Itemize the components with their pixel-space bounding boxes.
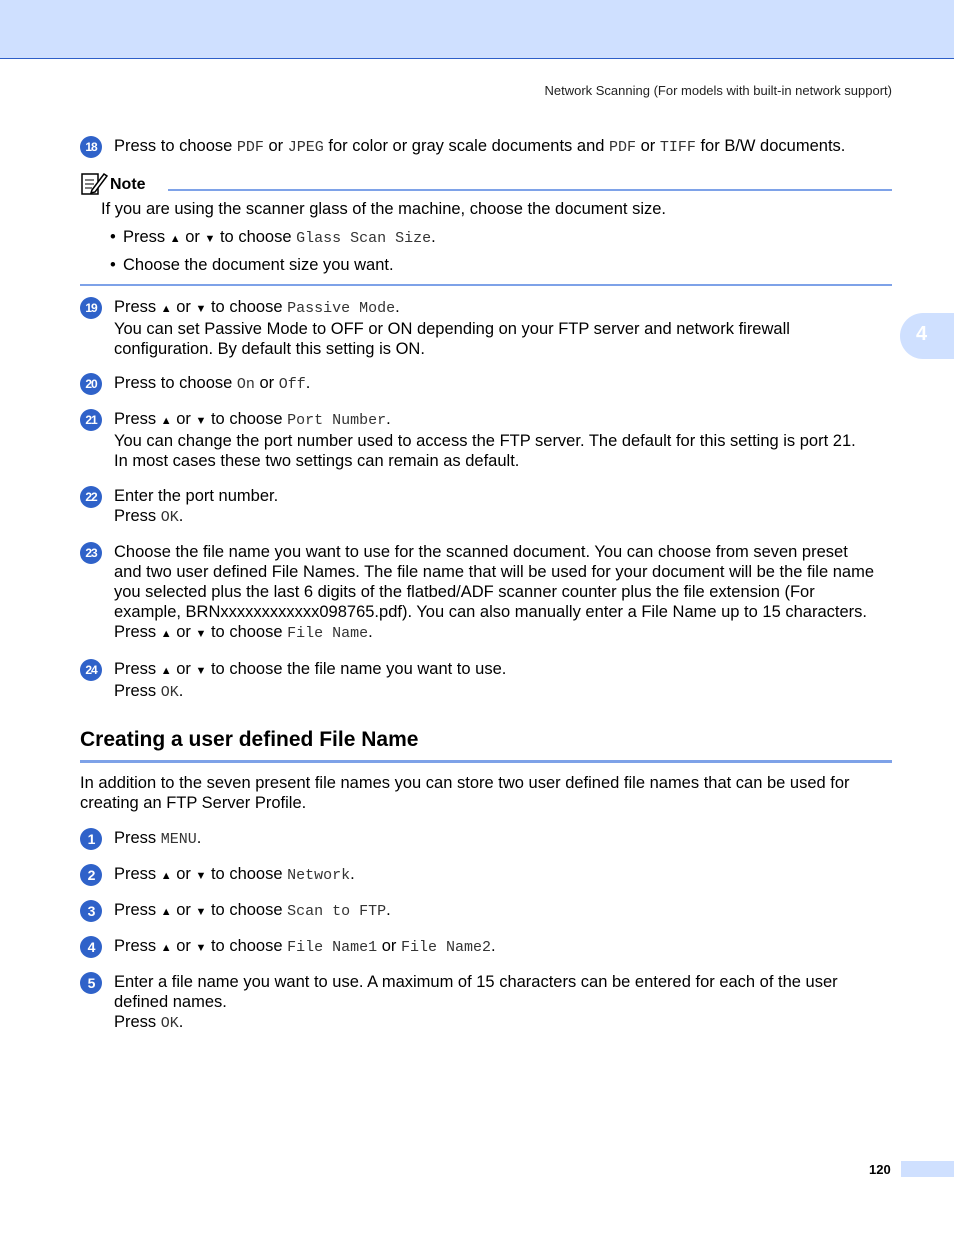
step-21 xyxy=(80,409,892,471)
step-text: Enter a file name you want to use. A maximum of 15 characters can be entered for each of the user defined names. Press OK. xyxy=(114,973,838,1032)
step-23 xyxy=(80,542,892,644)
down-arrow-icon: ▼ xyxy=(195,870,207,882)
step-20 xyxy=(80,373,892,395)
up-arrow-icon: ▲ xyxy=(160,906,172,918)
up-arrow-icon: ▲ xyxy=(160,303,172,315)
step-text: Press ▲ or ▼ to choose the file name you want to use. Press OK. xyxy=(114,660,507,701)
step-number-badge: 18 xyxy=(80,136,102,158)
down-arrow-icon: ▼ xyxy=(195,628,207,640)
step-number-badge: 5 xyxy=(80,972,102,994)
up-arrow-icon: ▲ xyxy=(160,665,172,677)
step-number-badge: 24 xyxy=(80,659,102,681)
step-number-badge: 22 xyxy=(80,486,102,508)
step-3 xyxy=(80,900,892,922)
note-box: Note If you are using the scanner glass of the machine, choose the document size. • Press ▲ or ▼ to choose Glass Scan Size. • Choose the document size you want. xyxy=(80,170,892,286)
up-arrow-icon: ▲ xyxy=(160,415,172,427)
down-arrow-icon: ▼ xyxy=(204,233,216,245)
note-label: Note xyxy=(110,176,146,193)
step-text: Choose the file name you want to use for the scanned document. You can choose from seven preset and two user defined File Names. The file name that will be used for your document will be the file name you selected plus the last 6 digits of the flatbed/ADF scanner counter plus the file extension (For example, BRNxxxxxxxxxxxx098765.pdf). You can also manually enter a File Name up to 15 characters. Press ▲ or ▼ to choose File Name. xyxy=(114,543,875,642)
down-arrow-icon: ▼ xyxy=(195,906,207,918)
step-text: Enter the port number. Press OK. xyxy=(114,487,279,526)
step-22 xyxy=(80,486,892,528)
down-arrow-icon: ▼ xyxy=(195,303,207,315)
step-5 xyxy=(80,972,892,1034)
section-intro: In addition to the seven present file names you can store two user defined file names that can be used for creating an FTP Server Profile. xyxy=(80,774,850,812)
up-arrow-icon: ▲ xyxy=(160,942,172,954)
step-text: Press MENU. xyxy=(114,829,202,848)
step-text: Press ▲ or ▼ to choose Passive Mode. You can set Passive Mode to OFF or ON depending on your FTP server and network firewall configuration. By default this setting is ON. xyxy=(114,298,790,358)
up-arrow-icon: ▲ xyxy=(169,233,181,245)
down-arrow-icon: ▼ xyxy=(195,665,207,677)
up-arrow-icon: ▲ xyxy=(160,870,172,882)
step-number-badge: 19 xyxy=(80,297,102,319)
page-tab xyxy=(901,1161,954,1177)
down-arrow-icon: ▼ xyxy=(195,942,207,954)
step-number-badge: 23 xyxy=(80,542,102,564)
top-banner xyxy=(0,0,954,59)
step-number-badge: 21 xyxy=(80,409,102,431)
step-2 xyxy=(80,864,892,886)
step-text: Press ▲ or ▼ to choose File Name1 or File Name2. xyxy=(114,937,496,956)
chapter-number: 4 xyxy=(916,323,928,345)
step-number-badge: 4 xyxy=(80,936,102,958)
step-18 xyxy=(80,136,892,158)
step-text: Press to choose PDF or JPEG for color or gray scale documents and PDF or TIFF for B/W documents. xyxy=(114,137,846,156)
step-number-badge: 20 xyxy=(80,373,102,395)
step-4 xyxy=(80,936,892,958)
section-rule xyxy=(80,760,892,763)
step-number-badge: 1 xyxy=(80,828,102,850)
step-text: Press to choose On or Off. xyxy=(114,374,311,393)
step-text: Press ▲ or ▼ to choose Port Number. You can change the port number used to access the FTP server. The default for this setting is port 21. In most cases these two settings can remain as default. xyxy=(114,410,856,470)
step-24 xyxy=(80,659,892,703)
section-heading: Creating a user defined File Name xyxy=(80,728,419,751)
step-19 xyxy=(80,297,892,359)
page-number: 120 xyxy=(869,1162,891,1177)
running-header: Network Scanning (For models with built-in network support) xyxy=(544,83,892,98)
step-1 xyxy=(80,828,892,850)
down-arrow-icon: ▼ xyxy=(195,415,207,427)
note-top-rule xyxy=(168,189,892,191)
note-pencil-icon xyxy=(80,170,108,196)
step-text: Press ▲ or ▼ to choose Network. xyxy=(114,865,355,884)
chapter-tab xyxy=(900,313,954,359)
step-number-badge: 2 xyxy=(80,864,102,886)
note-text: If you are using the scanner glass of the machine, choose the document size. xyxy=(101,200,666,218)
step-number-badge: 3 xyxy=(80,900,102,922)
note-bottom-rule xyxy=(80,284,892,286)
step-text: Press ▲ or ▼ to choose Scan to FTP. xyxy=(114,901,391,920)
up-arrow-icon: ▲ xyxy=(160,628,172,640)
